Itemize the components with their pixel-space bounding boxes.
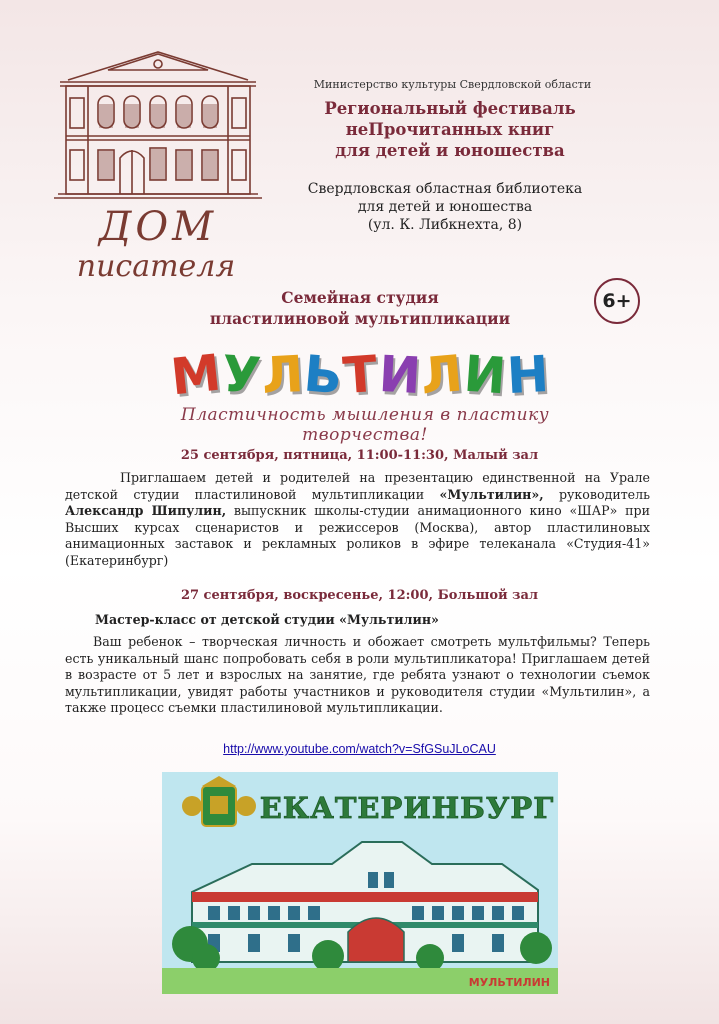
- studio-title-line: Семейная студия: [281, 288, 439, 307]
- ministry-line: Министерство культуры Свердловской области: [313, 78, 592, 91]
- event2-text: Ваш ребенок – творческая личность и обожает смотреть мультфильмы? Теперь есть уникальный шанс попробовать себя в роли мультипликатора! Приглашаем детей в возрасте от 5 лет и взрослых на занятие, где ребята узнают о технологии съемок мультипликации, увидят работы участников и руководителя студии «Мультилин», а также процесс съемки пластилиновой мультипликации.: [65, 634, 650, 715]
- festival-title-line: Региональный фестиваль: [324, 99, 576, 118]
- logo-subtitle: писателя: [76, 249, 236, 284]
- wordmark-letter: Н: [505, 344, 551, 406]
- wordmark-letter: М: [168, 343, 225, 407]
- wordmark-letter: Т: [341, 344, 380, 406]
- festival-title-line: неПрочитанных книг: [345, 120, 555, 139]
- slogan: Пластичность мышления в пластику творчества!: [180, 405, 550, 445]
- wordmark-letter: И: [461, 344, 508, 406]
- event1-text: Приглашаем детей и родителей на презентацию единственной на Урале детской студии пластилиновой мультипликации: [65, 470, 650, 502]
- multilin-wordmark: [168, 340, 551, 407]
- event2-description: [65, 634, 650, 717]
- library-audience: для детей и юношества: [357, 199, 533, 215]
- youtube-link[interactable]: http://www.youtube.com/watch?v=SfGSuJLoCAU: [223, 742, 496, 756]
- wordmark-letter: Л: [260, 344, 305, 406]
- wordmark-letter: У: [220, 344, 263, 406]
- library-name: Свердловская областная библиотека: [307, 181, 583, 197]
- studio-name: «Мультилин»,: [439, 486, 544, 502]
- wordmark-letter: Ь: [301, 344, 345, 406]
- logo-title: ДОМ: [98, 204, 218, 250]
- library-address: (ул. К. Либкнехта, 8): [367, 217, 523, 233]
- event2-heading: 27 сентября, воскресенье, 12:00, Большой зал: [180, 588, 539, 603]
- event1-text: руководитель: [543, 486, 650, 502]
- multilin-watermark: МУЛЬТИЛИН: [468, 976, 550, 989]
- event1-text: выпускник школы-студии анимационного кино «ШАР» при Высших курсах сценаристов и режиссеров (Москва), автор пластилиновых анимационных заставок и рекламных роликов в эфире телеканала «Студия-41» (Екатеринбург): [65, 503, 650, 568]
- festival-title-line: для детей и юношества: [335, 141, 565, 160]
- studio-title-line: пластилиновой мультипликации: [209, 309, 511, 328]
- studio-title: [150, 287, 570, 329]
- wordmark-letter: Л: [418, 344, 466, 406]
- event1-description: [65, 470, 650, 569]
- library-info: [290, 180, 600, 234]
- age-rating-badge: 6+: [594, 278, 640, 324]
- director-name: Александр Шипулин,: [65, 503, 227, 518]
- wordmark-letter: И: [377, 344, 422, 406]
- ekaterinburg-illustration: [162, 772, 558, 994]
- master-class-title: Мастер-класс от детской студии «Мультилин»: [95, 612, 439, 627]
- event1-heading: 25 сентября, пятница, 11:00-11:30, Малый зал: [180, 448, 539, 463]
- city-name: ЕКАТЕРИНБУРГ: [259, 791, 555, 825]
- dom-pisatelya-logo: [48, 40, 268, 285]
- festival-title: [300, 98, 600, 161]
